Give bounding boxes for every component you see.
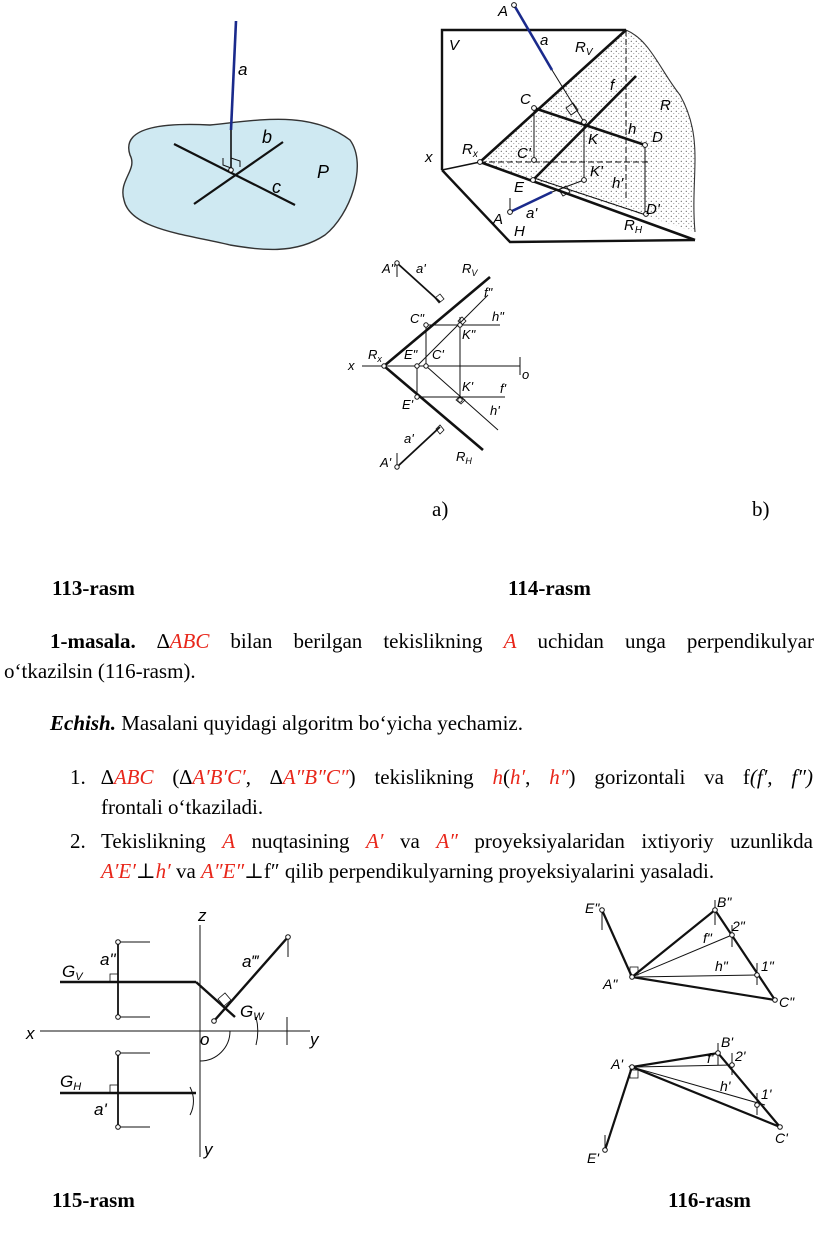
figure-114a xyxy=(420,0,720,245)
list-item-1: 1. ∆ABC (∆A′B′C′, ∆A″B″C″) tekislikning h(h′, h″) gorizontali va f(f′, f″) frontali o‘tkaziladi. xyxy=(70,765,813,819)
label-115-gv: GV xyxy=(62,962,83,983)
label-116-B1: B' xyxy=(721,1034,734,1050)
label-116-1-1: 1' xyxy=(761,1086,772,1102)
label-116-E2: E" xyxy=(585,900,600,916)
label-2d-C1: C' xyxy=(432,347,444,362)
figure-114b xyxy=(340,255,550,475)
label-2d-E2: E" xyxy=(404,347,418,362)
label-2d-K2: K" xyxy=(462,327,476,342)
caption-116: 116-rasm xyxy=(668,1188,751,1212)
label-2d-Rv: $R_V$ xyxy=(462,261,478,278)
label-3d-x: x xyxy=(425,149,433,166)
label-115-y2: y xyxy=(204,1140,213,1159)
label-3d-h: h xyxy=(628,121,637,138)
label-116-B2: B" xyxy=(717,895,732,910)
label-2d-Rx: $R_x$ xyxy=(368,347,382,364)
label-115-a3: a‴ xyxy=(242,952,258,971)
label-2d-A1: A' xyxy=(380,455,392,470)
label-c: c xyxy=(272,177,281,197)
label-3d-a: a xyxy=(540,32,549,49)
label-116-f1: f' xyxy=(707,1050,714,1066)
label-115-z: z xyxy=(198,906,207,925)
problem-label: 1-masala. xyxy=(50,629,136,653)
label-3d-E: E xyxy=(514,179,525,196)
label-3d-RH: $R_H$ xyxy=(624,217,643,236)
subfig-label-b: b) xyxy=(752,497,770,521)
label-116-E1: E' xyxy=(587,1150,600,1166)
caption-113: 113-rasm xyxy=(52,576,135,600)
label-116-h2: h" xyxy=(715,958,728,974)
label-3d-h1: h' xyxy=(612,175,624,192)
label-3d-R: R xyxy=(660,97,671,114)
label-2d-a1: a' xyxy=(416,261,426,276)
label-2d-RH: $R_H$ xyxy=(456,449,472,466)
label-2d-o: o xyxy=(522,367,530,382)
solution-label: Echish. xyxy=(50,711,116,735)
label-3d-K: K xyxy=(588,131,599,148)
label-3d-A: A xyxy=(498,3,509,20)
label-116-f2: f" xyxy=(703,930,712,946)
label-116-C2: C" xyxy=(779,994,795,1010)
label-116-h1: h' xyxy=(720,1078,731,1094)
caption-115: 115-rasm xyxy=(52,1188,135,1212)
figure-116 xyxy=(575,895,800,1170)
label-115-a1: a' xyxy=(94,1100,107,1119)
label-3d-C: C xyxy=(520,91,531,108)
label-3d-a1: a' xyxy=(526,205,538,222)
label-3d-D: D xyxy=(652,129,663,146)
label-2d-h1: h' xyxy=(490,403,500,418)
label-116-2-1: 2' xyxy=(735,1048,746,1064)
label-116-C1: C' xyxy=(775,1130,788,1146)
label-3d-H: H xyxy=(514,223,525,240)
label-2d-a2: a' xyxy=(404,431,414,446)
label-2d-x: x xyxy=(348,358,355,373)
label-3d-K1: K' xyxy=(590,163,603,180)
label-2d-A2: A" xyxy=(382,261,396,276)
label-2d-K1: K' xyxy=(462,379,474,394)
label-2d-f1: f' xyxy=(500,381,507,396)
label-115-x: x xyxy=(26,1024,35,1043)
solution-paragraph: Echish. Masalani quyidagi algoritm bo‘yicha yechamiz. xyxy=(50,711,523,735)
problem-paragraph: 1-masala. ∆ABC bilan berilgan tekislikning A uchidan unga perpendikulyar o‘tkazilsin (116-rasm). xyxy=(4,629,814,683)
label-a: a xyxy=(238,60,248,79)
label-2d-C2: C" xyxy=(410,311,425,326)
label-116-A1: A' xyxy=(611,1056,624,1072)
label-b: b xyxy=(262,127,273,147)
label-3d-V: V xyxy=(449,37,460,54)
label-p: P xyxy=(317,162,330,182)
label-116-2-2: 2" xyxy=(732,918,745,934)
label-2d-E1: E' xyxy=(402,397,414,412)
label-2d-f2: f" xyxy=(484,285,493,300)
caption-114: 114-rasm xyxy=(508,576,591,600)
figure-115 xyxy=(20,905,340,1165)
label-115-o: o xyxy=(200,1030,210,1049)
list-item-2: 2. Tekislikning A nuqtasining A′ va A″ proyeksiyalaridan ixtiyoriy uzunlikda A′E′⊥h′ va A″E″⊥f″ qilib perpendikulyarning proyeksiyalarini yasaladi. xyxy=(70,829,813,883)
label-3d-Rv: $R_V$ xyxy=(575,39,593,58)
label-116-1-2: 1" xyxy=(761,958,774,974)
subfig-label-a: a) xyxy=(432,497,449,521)
label-3d-Rx: $R_x$ xyxy=(462,141,478,160)
label-115-gh: GH xyxy=(60,1072,82,1093)
label-115-gw: GW xyxy=(240,1002,264,1023)
line-a xyxy=(231,21,236,130)
plane-p xyxy=(123,119,357,249)
figure-113 xyxy=(110,15,360,265)
label-115-a2: a" xyxy=(100,950,116,969)
label-3d-D1: D' xyxy=(646,201,660,218)
label-3d-f: f xyxy=(610,77,615,94)
label-115-y1: y xyxy=(310,1030,319,1049)
label-3d-A1: A xyxy=(493,211,504,228)
label-116-A2: A" xyxy=(603,976,618,992)
label-3d-C1: C' xyxy=(517,145,531,162)
label-2d-h2: h" xyxy=(492,309,504,324)
